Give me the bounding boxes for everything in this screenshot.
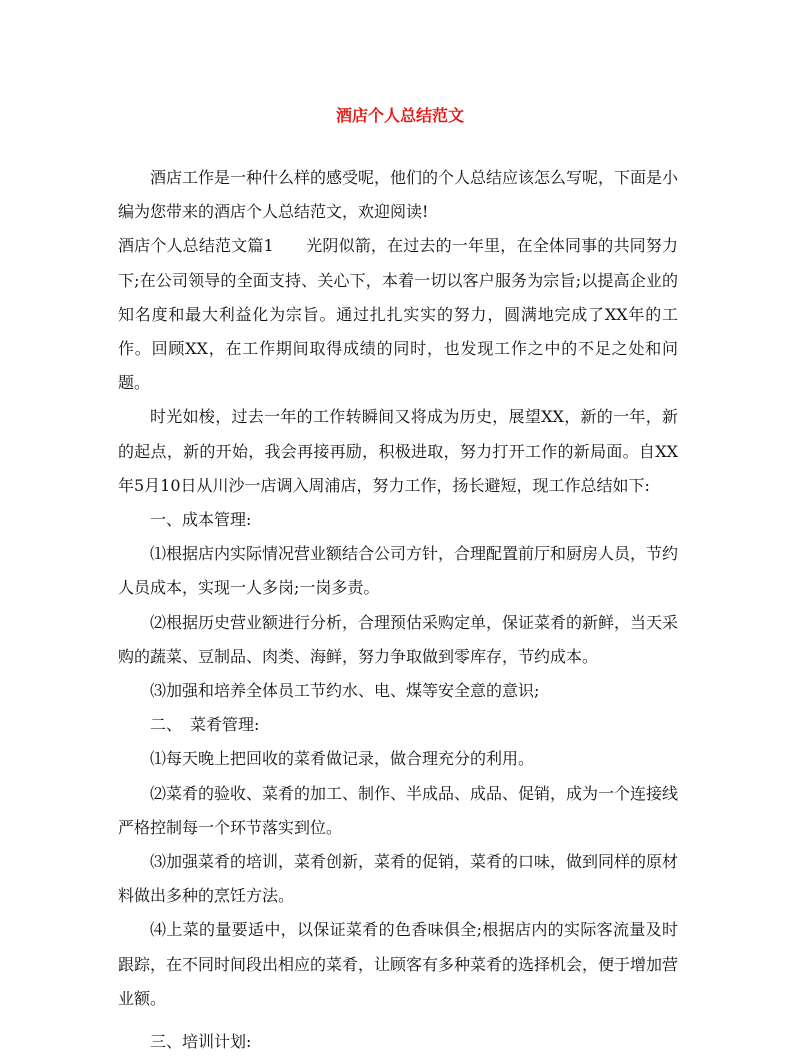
list-item-cost-3: ⑶加强和培养全体员工节约水、电、煤等安全意的意识; (150, 681, 540, 701)
document-title: 酒店个人总结范文 (335, 106, 464, 125)
list-item-cost-1: ⑴根据店内实际情况营业额结合公司方针，合理配置前厅和厨房人员，节约人员成本，实现一人多岗;一岗多责。 (118, 544, 679, 598)
paragraph-intro: 酒店工作是一种什么样的感受呢，他们的个人总结应该怎么写呢，下面是小编为您带来的酒店个人总结范文，欢迎阅读! (118, 168, 679, 222)
section-heading-dishes: 二、 菜肴管理: (150, 715, 260, 735)
paragraph-outlook: 时光如梭，过去一年的工作转瞬间又将成为历史，展望XX，新的一年，新的起点，新的开始，我会再接再励，积极进取，努力打开工作的新局面。自XX年5月10日从川沙一店调入周浦店，努力工作，扬长避短，现工作总结如下: (118, 407, 678, 495)
paragraph-review: 酒店个人总结范文篇1 光阴似箭，在过去的一年里，在全体同事的共同努力下;在公司领导的全面支持、关心下，本着一切以客户服务为宗旨;以提高企业的知名度和最大利益化为宗旨。通过扎扎实实的努力，圆满地完成了XX年的工作。回顾XX，在工作期间取得成绩的同时，也发现工作之中的不足之处和问题。 (118, 236, 678, 393)
list-item-cost-2: ⑵根据历史营业额进行分析，合理预估采购定单，保证菜肴的新鲜，当天采购的蔬菜、豆制品、肉类、海鲜，努力争取做到零库存，节约成本。 (118, 612, 679, 666)
list-item-dishes-4: ⑷上菜的量要适中，以保证菜肴的色香味俱全;根据店内的实际客流量及时跟踪，在不同时间段出相应的菜肴，让顾客有多种菜肴的选择机会，便于增加营业额。 (118, 920, 679, 1008)
document-body (118, 161, 678, 1059)
section-heading-cost: 一、成本管理: (150, 510, 252, 530)
list-item-dishes-3: ⑶加强菜肴的培训，菜肴创新，菜肴的促销，菜肴的口味，做到同样的原材料做出多种的烹饪方法。 (118, 852, 679, 906)
section-heading-training: 三、培训计划: (150, 1032, 252, 1052)
list-item-dishes-1: ⑴每天晚上把回收的菜肴做记录，做合理充分的利用。 (150, 749, 535, 769)
list-item-dishes-2: ⑵菜肴的验收、菜肴的加工、制作、半成品、成品、促销，成为一个连接线严格控制每一个环节落实到位。 (118, 783, 679, 837)
